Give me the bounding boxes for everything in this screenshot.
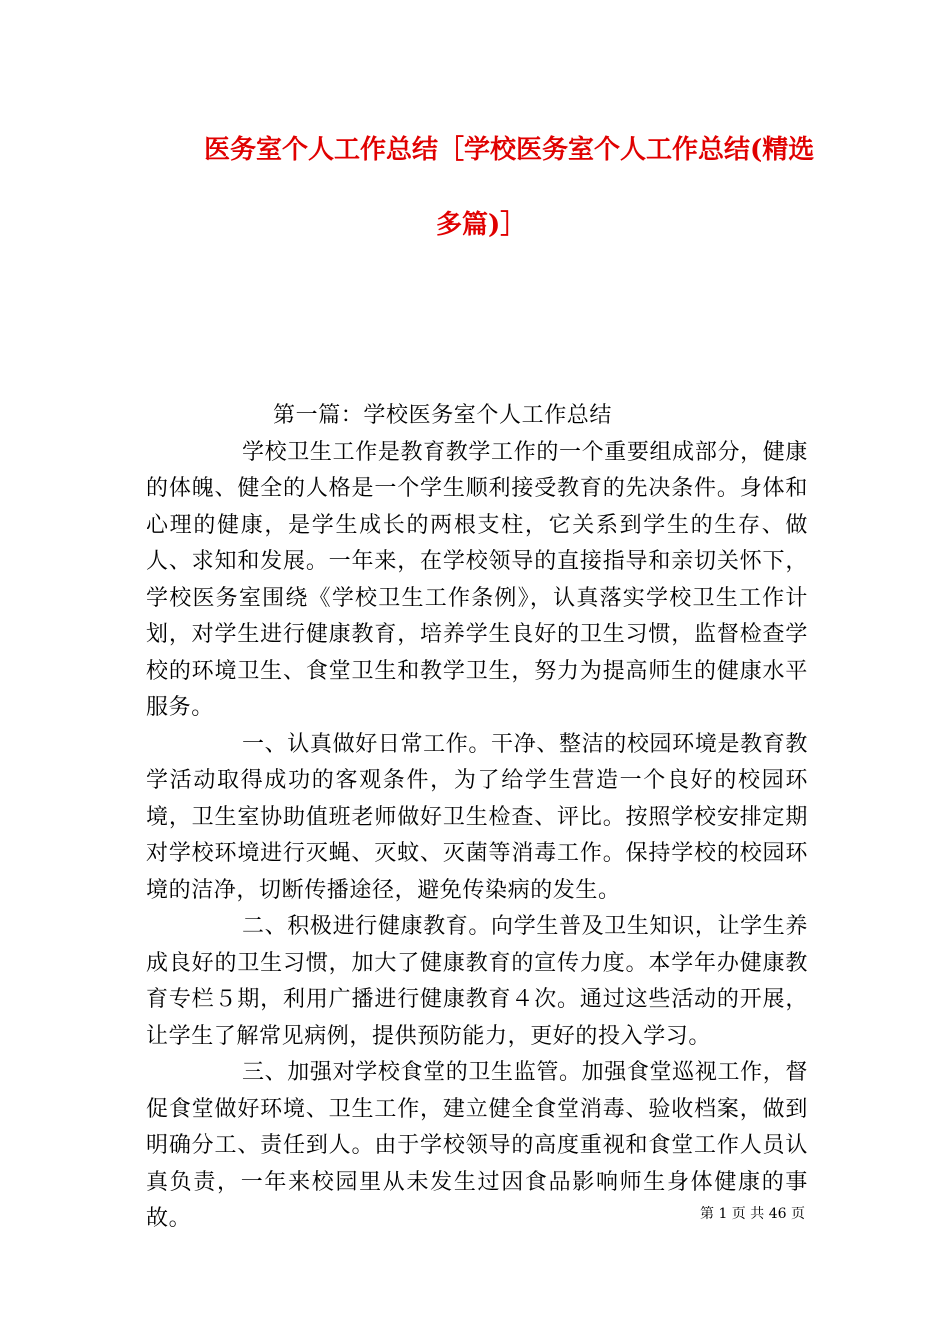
document-title-line-2: 多篇)］ [436, 210, 527, 240]
page-number-footer: 第 1 页 共 46 页 [700, 1206, 805, 1222]
document-body [146, 398, 808, 1238]
body-paragraph: 二、积极进行健康教育。向学生普及卫生知识，让学生养成良好的卫生习惯，加大了健康教育的宣传力度。本学年办健康教育专栏５期，利用广播进行健康教育４次。通过这些活动的开展，让学生了解常见病例，提供预防能力，更好的投入学习。 [146, 914, 808, 1049]
body-paragraph: 三、加强对学校食堂的卫生监管。加强食堂巡视工作，督促食堂做好环境、卫生工作，建立健全食堂消毒、验收档案，做到明确分工、责任到人。由于学校领导的高度重视和食堂工作人员认真负责，一年来校园里从未发生过因食品影响师生身体健康的事故。 [146, 1060, 808, 1231]
section-heading: 第一篇：学校医务室个人工作总结 [273, 403, 613, 428]
document-title-line-1: 医务室个人工作总结［学校医务室个人工作总结(精选 [204, 135, 815, 165]
body-paragraph: 一、认真做好日常工作。干净、整洁的校园环境是教育教学活动取得成功的客观条件，为了给学生营造一个良好的校园环境，卫生室协助值班老师做好卫生检查、评比。按照学校安排定期对学校环境进行灭蝇、灭蚊、灭菌等消毒工作。保持学校的校园环境的洁净，切断传播途径，避免传染病的发生。 [146, 731, 808, 903]
body-paragraph: 学校卫生工作是教育教学工作的一个重要组成部分，健康的体魄、健全的人格是一个学生顺利接受教育的先决条件。身体和心理的健康，是学生成长的两根支柱，它关系到学生的生存、做人、求知和发展。一年来，在学校领导的直接指导和亲切关怀下，学校医务室围绕《学校卫生工作条例》，认真落实学校卫生工作计划，对学生进行健康教育，培养学生良好的卫生习惯，监督检查学校的环境卫生、食堂卫生和教学卫生，努力为提高师生的健康水平服务。 [146, 439, 808, 720]
